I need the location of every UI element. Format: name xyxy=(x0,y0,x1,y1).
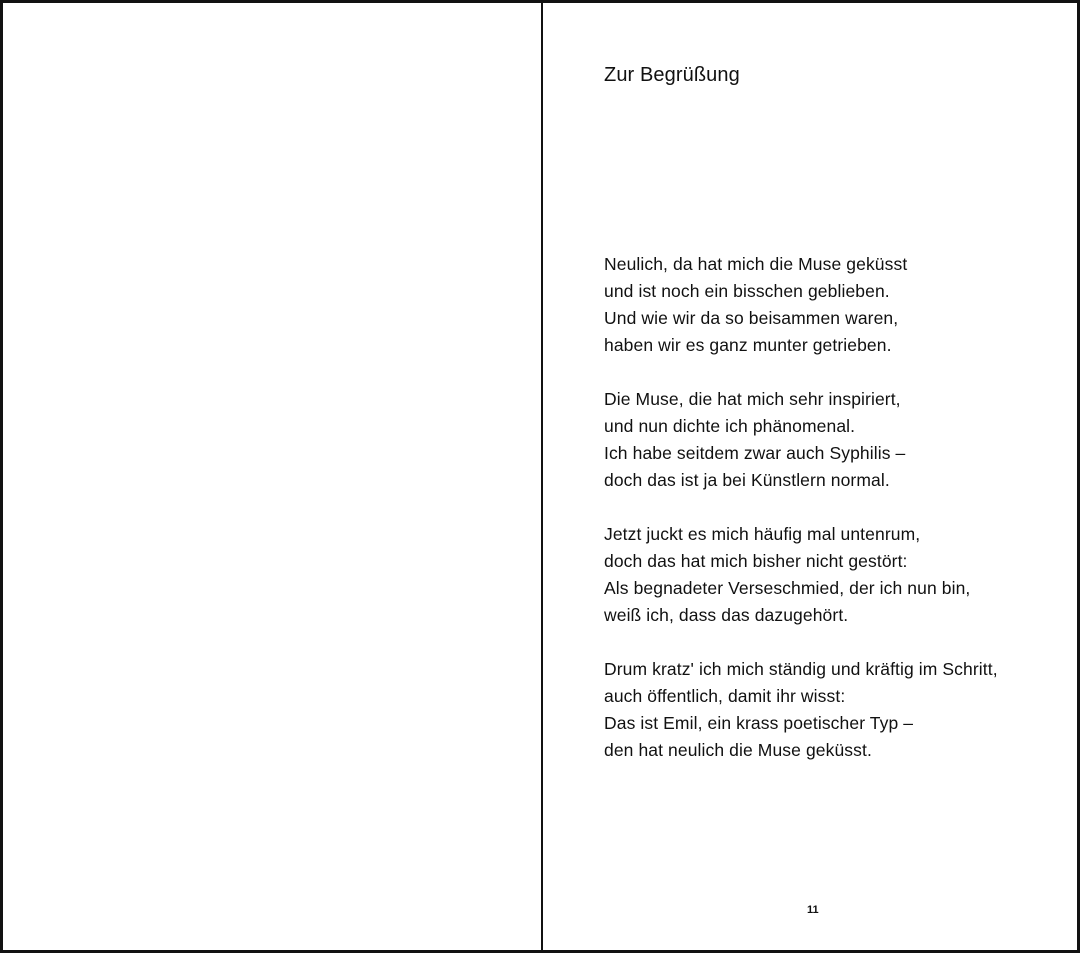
poem-line: auch öffentlich, damit ihr wisst: xyxy=(604,686,846,706)
poem-line: Als begnadeter Verseschmied, der ich nun bin, xyxy=(604,578,971,598)
poem-line: und ist noch ein bisschen geblieben. xyxy=(604,281,890,301)
poem-line: haben wir es ganz munter getrieben. xyxy=(604,335,892,355)
poem-line: Die Muse, die hat mich sehr inspiriert, xyxy=(604,389,901,409)
left-page-blank xyxy=(3,3,541,950)
right-page xyxy=(543,3,1077,950)
poem-line: weiß ich, dass das dazugehört. xyxy=(604,605,849,625)
stanza-4 xyxy=(604,656,998,764)
poem-line: Jetzt juckt es mich häufig mal untenrum, xyxy=(604,524,921,544)
poem-body xyxy=(604,251,998,791)
page-number: 11 xyxy=(807,904,819,916)
poem-line: Drum kratz' ich mich ständig und kräftig im Schritt, xyxy=(604,659,998,679)
stanza-1 xyxy=(604,251,998,359)
poem-line: doch das ist ja bei Künstlern normal. xyxy=(604,470,890,490)
poem-line: Und wie wir da so beisammen waren, xyxy=(604,308,899,328)
poem-line: Ich habe seitdem zwar auch Syphilis – xyxy=(604,443,906,463)
poem-line: und nun dichte ich phänomenal. xyxy=(604,416,856,436)
poem-title: Zur Begrüßung xyxy=(604,64,740,86)
poem-line: Neulich, da hat mich die Muse geküsst xyxy=(604,254,908,274)
poem-line: Das ist Emil, ein krass poetischer Typ – xyxy=(604,713,914,733)
stanza-2 xyxy=(604,386,998,494)
poem-line: den hat neulich die Muse geküsst. xyxy=(604,740,872,760)
stanza-3 xyxy=(604,521,998,629)
poem-line: doch das hat mich bisher nicht gestört: xyxy=(604,551,908,571)
